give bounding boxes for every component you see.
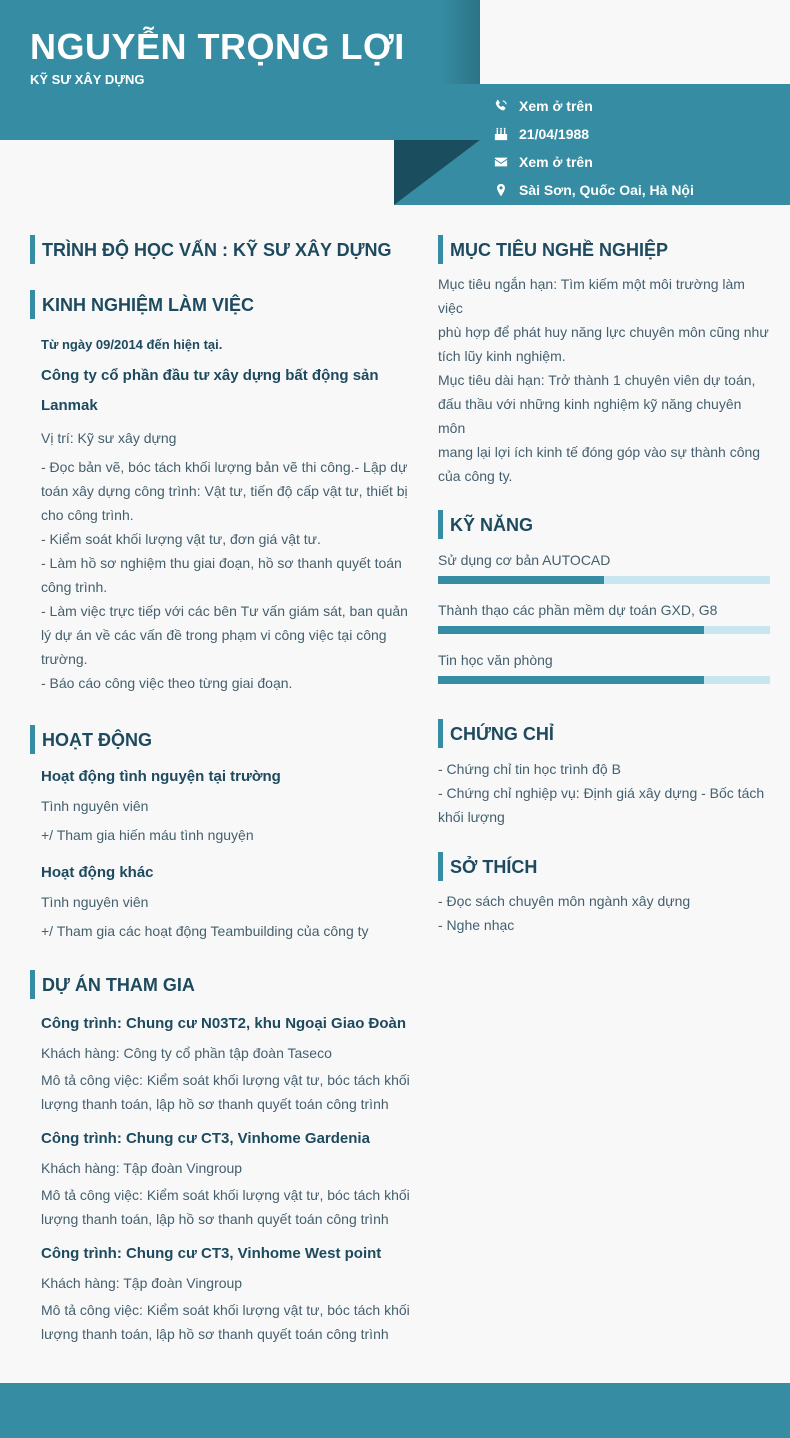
map-marker-icon	[494, 183, 512, 197]
project-item	[41, 1009, 414, 1116]
projects-section	[30, 1009, 414, 1346]
activity-role: Tình nguyên viên	[41, 894, 149, 910]
contact-birthday-text: 21/04/1988	[519, 126, 590, 142]
hobbies-heading: SỞ THÍCH	[438, 852, 770, 881]
objective-line: mang lại lợi ích kinh tế đóng góp vào sự thành công	[438, 444, 761, 460]
objective-line: của công ty.	[438, 468, 513, 484]
certificates-heading: CHỨNG CHỈ	[438, 719, 770, 748]
project-title: Công trình: Chung cư CT3, Vinhome West point	[41, 1245, 382, 1262]
contact-email	[494, 148, 694, 176]
skill-bar-fill	[438, 626, 704, 634]
objective-line: tích lũy kinh nghiệm.	[438, 348, 566, 364]
birthday-cake-icon	[494, 127, 512, 141]
hobby-line: - Đọc sách chuyên môn ngành xây dựng	[438, 893, 691, 909]
fold-corner-decoration	[394, 140, 480, 205]
objective-section	[438, 272, 770, 488]
duty-line: - Làm việc trực tiếp với các bên Tư vấn giám sát, ban quản	[41, 603, 408, 619]
duty-line: công trình.	[41, 579, 108, 595]
objective-line: đấu thầu với những kinh nghiệm kỹ năng chuyên môn	[438, 396, 742, 436]
objective-line: Mục tiêu dài hạn: Trở thành 1 chuyên viên dự toán,	[438, 372, 756, 388]
project-desc-line2: lượng thanh toán, lập hồ sơ thanh quyết toán công trình	[41, 1326, 389, 1342]
duty-line: - Kiểm soát khối lượng vật tư, đơn giá vật tư.	[41, 531, 321, 547]
contact-phone-text: Xem ở trên	[519, 98, 593, 114]
project-item	[41, 1239, 414, 1346]
skills-heading: KỸ NĂNG	[438, 510, 770, 539]
duty-line: trường.	[41, 651, 88, 667]
envelope-icon	[494, 155, 512, 169]
duty-line: - Đọc bản vẽ, bóc tách khối lượng bản vẽ thi công.- Lập dự	[41, 459, 408, 475]
project-item	[41, 1124, 414, 1231]
experience-position: Vị trí: Kỹ sư xây dựng	[41, 430, 177, 446]
experience-company	[41, 361, 414, 421]
project-client: Khách hàng: Tập đoàn Vingroup	[41, 1160, 243, 1176]
experience-heading: KINH NGHIỆM LÀM VIỆC	[30, 290, 414, 319]
certificate-line: khối lượng	[438, 809, 505, 825]
experience-section	[30, 335, 414, 695]
phone-icon	[494, 99, 512, 113]
duty-line: cho công trình.	[41, 507, 134, 523]
skill-bar	[438, 576, 770, 584]
skill-item	[438, 598, 770, 634]
activity-desc: +/ Tham gia hiến máu tình nguyện	[41, 827, 254, 843]
skill-item	[438, 648, 770, 684]
activity-role: Tình nguyên viên	[41, 798, 149, 814]
objective-line: phù hợp để phát huy năng lực chuyên môn cũng như	[438, 324, 769, 340]
candidate-name: NGUYỄN TRỌNG LỢI	[30, 26, 405, 67]
project-desc-line1: Mô tả công việc: Kiểm soát khối lượng vật tư, bóc tách khối	[41, 1072, 410, 1088]
footer-bar	[0, 1383, 790, 1438]
contact-address-text: Sài Sơn, Quốc Oai, Hà Nội	[519, 182, 694, 198]
hobbies-section	[438, 889, 770, 937]
education-heading: TRÌNH ĐỘ HỌC VẤN : KỸ SƯ XÂY DỰNG	[30, 235, 414, 264]
left-column	[30, 235, 414, 1346]
duty-line: toán xây dựng công trình: Vật tư, tiến độ cấp vật tư, thiết bị	[41, 483, 408, 499]
skill-bar-fill	[438, 676, 704, 684]
skill-item	[438, 548, 770, 584]
candidate-title: KỸ SƯ XÂY DỰNG	[30, 72, 145, 87]
project-desc-line2: lượng thanh toán, lập hồ sơ thanh quyết toán công trình	[41, 1211, 389, 1227]
certificate-line: - Chứng chỉ tin học trình độ B	[438, 761, 621, 777]
certificates-section	[438, 757, 770, 829]
contact-phone	[494, 92, 694, 120]
experience-duties	[41, 455, 414, 695]
project-desc-line1: Mô tả công việc: Kiểm soát khối lượng vật tư, bóc tách khối	[41, 1187, 410, 1203]
activity-title: Hoạt động khác	[41, 864, 154, 881]
skill-bar	[438, 676, 770, 684]
duty-line: lý dự án về các vấn đề trong phạm vi công việc tại công	[41, 627, 387, 643]
right-column	[438, 235, 770, 937]
contact-birthday	[494, 120, 694, 148]
contact-list	[494, 92, 694, 204]
contact-email-text: Xem ở trên	[519, 154, 593, 170]
duty-line: - Làm hồ sơ nghiệm thu giai đoạn, hồ sơ thanh quyết toán	[41, 555, 402, 571]
skills-section	[438, 548, 770, 684]
project-title: Công trình: Chung cư CT3, Vinhome Gardenia	[41, 1130, 370, 1147]
contact-address	[494, 176, 694, 204]
certificate-line: - Chứng chỉ nghiệp vụ: Định giá xây dựng - Bốc tách	[438, 785, 765, 801]
skill-bar	[438, 626, 770, 634]
skill-name: Sử dụng cơ bản AUTOCAD	[438, 552, 611, 568]
activities-section	[30, 762, 414, 946]
project-client: Khách hàng: Tập đoàn Vingroup	[41, 1275, 243, 1291]
skill-name: Thành thạo các phần mềm dự toán GXD, G8	[438, 602, 718, 618]
duty-line: - Báo cáo công việc theo từng giai đoạn.	[41, 675, 293, 691]
hobby-line: - Nghe nhạc	[438, 917, 515, 933]
objective-line: Mục tiêu ngắn hạn: Tìm kiếm một môi trường làm việc	[438, 276, 745, 316]
skill-name: Tin học văn phòng	[438, 652, 553, 668]
project-desc-line1: Mô tả công việc: Kiểm soát khối lượng vật tư, bóc tách khối	[41, 1302, 410, 1318]
activity-desc: +/ Tham gia các hoạt động Teambuilding của công ty	[41, 923, 369, 939]
project-client: Khách hàng: Công ty cổ phần tập đoàn Taseco	[41, 1045, 332, 1061]
projects-heading: DỰ ÁN THAM GIA	[30, 970, 414, 999]
experience-company-line1: Công ty cổ phần đầu tư xây dựng bất động sản	[41, 367, 379, 384]
activity-title: Hoạt động tình nguyện tại trường	[41, 768, 281, 785]
experience-period: Từ ngày 09/2014 đến hiện tại.	[41, 337, 223, 352]
activities-heading: HOẠT ĐỘNG	[30, 725, 414, 754]
project-desc-line2: lượng thanh toán, lập hồ sơ thanh quyết toán công trình	[41, 1096, 389, 1112]
skill-bar-fill	[438, 576, 604, 584]
experience-company-line2: Lanmak	[41, 397, 98, 414]
project-title: Công trình: Chung cư N03T2, khu Ngoại Giao Đoàn	[41, 1015, 407, 1032]
objective-heading: MỤC TIÊU NGHỀ NGHIỆP	[438, 235, 770, 264]
